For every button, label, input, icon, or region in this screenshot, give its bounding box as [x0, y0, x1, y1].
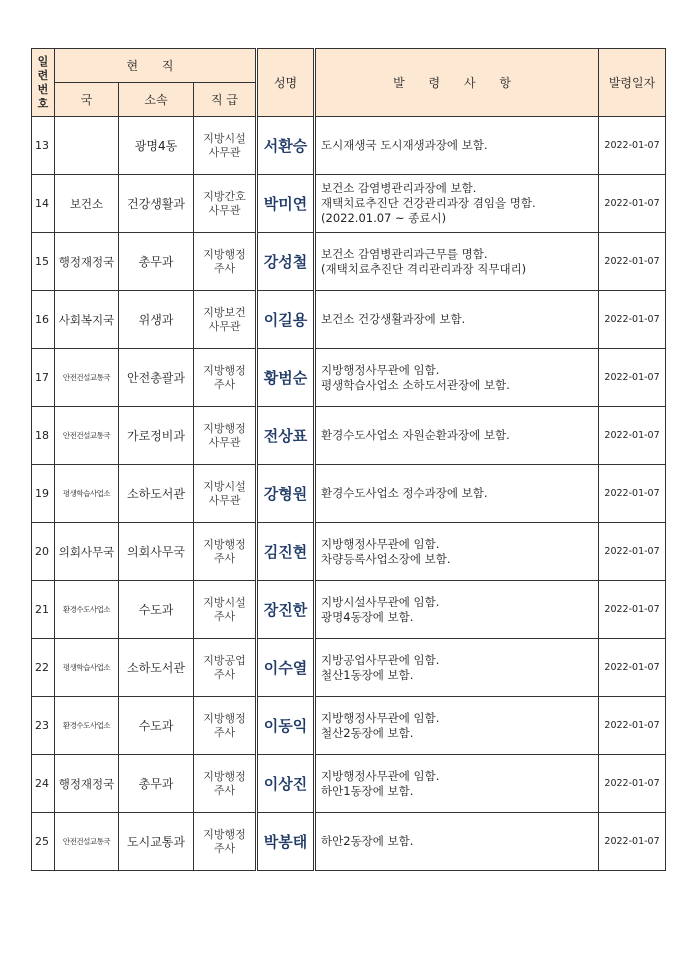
header-serial-number — [32, 49, 55, 117]
header-order-label: 발 령 사 항 — [393, 76, 521, 90]
row-bureau: 의회사무국 — [55, 523, 119, 581]
header-rank: 직 급 — [194, 83, 257, 117]
row-rank — [194, 755, 257, 813]
row-date: 2022-01-07 — [599, 755, 666, 813]
header-serial-char: 일 — [37, 54, 49, 68]
row-order — [315, 581, 599, 639]
row-bureau: 보건소 — [55, 175, 119, 233]
table-row — [32, 117, 666, 175]
row-serial-number: 13 — [32, 117, 55, 175]
row-date: 2022-01-07 — [599, 175, 666, 233]
row-rank — [194, 639, 257, 697]
row-bureau — [55, 117, 119, 175]
row-name: 이수열 — [257, 639, 315, 697]
row-order-line: 지방행정사무관에 임함. — [321, 536, 440, 551]
row-rank-line: 사무관 — [208, 435, 241, 449]
row-order-line: 환경수도사업소 자원순환과장에 보함. — [321, 428, 510, 442]
row-order-line: 보건소 건강생활과장에 보함. — [321, 312, 466, 326]
row-order-line: 보건소 감염병관리과근무를 명함. — [321, 246, 488, 261]
row-order-line: 광명4동장에 보함. — [321, 609, 414, 624]
row-rank-line: 지방행정 — [203, 363, 246, 377]
row-order-line: 평생학습사업소 소하도서관장에 보함. — [321, 377, 510, 392]
row-rank-line: 사무관 — [208, 203, 241, 217]
header-row-1 — [32, 49, 666, 83]
row-serial-number: 17 — [32, 349, 55, 407]
row-name: 박봉태 — [257, 813, 315, 871]
row-bureau: 안전건설교통국 — [55, 349, 119, 407]
row-serial-number: 15 — [32, 233, 55, 291]
row-department: 가로정비과 — [119, 407, 194, 465]
row-department: 총무과 — [119, 233, 194, 291]
row-serial-number: 19 — [32, 465, 55, 523]
row-serial-number: 22 — [32, 639, 55, 697]
table-row — [32, 581, 666, 639]
row-name: 강성철 — [257, 233, 315, 291]
row-bureau: 사회복지국 — [55, 291, 119, 349]
row-name: 장진한 — [257, 581, 315, 639]
header-current-position-label: 현 직 — [126, 59, 184, 73]
row-order-line: 지방행정사무관에 임함. — [321, 362, 440, 377]
row-rank — [194, 117, 257, 175]
row-department: 도시교통과 — [119, 813, 194, 871]
row-department: 총무과 — [119, 755, 194, 813]
row-date: 2022-01-07 — [599, 639, 666, 697]
row-rank — [194, 465, 257, 523]
table-row — [32, 755, 666, 813]
table-row — [32, 233, 666, 291]
row-order — [315, 813, 599, 871]
header-name: 성명 — [257, 49, 315, 117]
row-department: 수도과 — [119, 581, 194, 639]
row-order — [315, 755, 599, 813]
row-date: 2022-01-07 — [599, 465, 666, 523]
row-order-line: 환경수도사업소 정수과장에 보함. — [321, 486, 488, 500]
row-order — [315, 465, 599, 523]
row-bureau: 환경수도사업소 — [55, 697, 119, 755]
row-order — [315, 697, 599, 755]
row-order-line: 지방행정사무관에 임함. — [321, 768, 440, 783]
table-row — [32, 465, 666, 523]
row-date: 2022-01-07 — [599, 697, 666, 755]
table-row — [32, 697, 666, 755]
row-order-line: 철산2동장에 보함. — [321, 725, 414, 740]
row-order — [315, 117, 599, 175]
row-department: 건강생활과 — [119, 175, 194, 233]
row-department: 위생과 — [119, 291, 194, 349]
row-name: 이동익 — [257, 697, 315, 755]
row-bureau: 안전건설교통국 — [55, 813, 119, 871]
row-rank-line: 지방행정 — [203, 537, 246, 551]
row-order — [315, 175, 599, 233]
row-bureau: 평생학습사업소 — [55, 465, 119, 523]
row-order-line: (재택치료추진단 격리관리과장 직무대리) — [321, 261, 527, 276]
row-rank-line: 사무관 — [208, 319, 241, 333]
row-rank-line: 지방행정 — [203, 827, 246, 841]
table-row — [32, 813, 666, 871]
row-rank — [194, 813, 257, 871]
header-serial-char: 련 — [37, 68, 49, 82]
header-date: 발령일자 — [599, 49, 666, 117]
row-serial-number: 21 — [32, 581, 55, 639]
row-bureau: 행정재정국 — [55, 233, 119, 291]
row-name: 이상진 — [257, 755, 315, 813]
row-serial-number: 25 — [32, 813, 55, 871]
row-order-line: 지방공업사무관에 임함. — [321, 652, 440, 667]
row-department: 의회사무국 — [119, 523, 194, 581]
row-rank-line: 주사 — [213, 667, 236, 681]
row-order — [315, 523, 599, 581]
row-date: 2022-01-07 — [599, 117, 666, 175]
header-current-position — [55, 49, 257, 83]
row-rank — [194, 407, 257, 465]
row-order-line: (2022.01.07 ~ 종료시) — [321, 211, 447, 225]
row-order-line: 도시재생국 도시재생과장에 보함. — [321, 138, 488, 152]
table-row — [32, 407, 666, 465]
row-order — [315, 349, 599, 407]
row-rank-line: 사무관 — [208, 493, 241, 507]
row-serial-number: 14 — [32, 175, 55, 233]
row-rank-line: 사무관 — [208, 145, 241, 159]
row-date: 2022-01-07 — [599, 407, 666, 465]
row-department: 소하도서관 — [119, 639, 194, 697]
row-rank-line: 지방행정 — [203, 711, 246, 725]
row-order-line: 보건소 감염병관리과장에 보함. — [321, 181, 477, 195]
row-order-line: 지방행정사무관에 임함. — [321, 710, 440, 725]
row-date: 2022-01-07 — [599, 233, 666, 291]
row-rank-line: 주사 — [213, 551, 236, 565]
header-order — [315, 49, 599, 117]
row-bureau: 평생학습사업소 — [55, 639, 119, 697]
row-date: 2022-01-07 — [599, 581, 666, 639]
row-rank-line: 지방공업 — [203, 653, 246, 667]
row-department: 소하도서관 — [119, 465, 194, 523]
row-order-line: 재택치료추진단 건강관리과장 겸임을 명함. — [321, 196, 536, 210]
header-department: 소속 — [119, 83, 194, 117]
row-serial-number: 20 — [32, 523, 55, 581]
row-order — [315, 639, 599, 697]
row-rank-line: 지방간호 — [203, 189, 246, 203]
row-rank-line: 지방시설 — [203, 479, 246, 493]
row-name: 강형원 — [257, 465, 315, 523]
table-row — [32, 523, 666, 581]
row-serial-number: 16 — [32, 291, 55, 349]
row-rank — [194, 233, 257, 291]
row-rank-line: 지방시설 — [203, 595, 246, 609]
row-name: 이길용 — [257, 291, 315, 349]
row-rank-line: 주사 — [213, 609, 236, 623]
row-rank — [194, 291, 257, 349]
row-rank-line: 주사 — [213, 725, 236, 739]
row-order — [315, 407, 599, 465]
row-name: 황범순 — [257, 349, 315, 407]
row-rank — [194, 697, 257, 755]
row-rank-line: 지방보건 — [203, 305, 246, 319]
row-name: 박미연 — [257, 175, 315, 233]
row-department: 광명4동 — [119, 117, 194, 175]
row-name: 전상표 — [257, 407, 315, 465]
row-rank-line: 지방행정 — [203, 421, 246, 435]
row-rank — [194, 349, 257, 407]
header-serial-char: 번 — [37, 82, 49, 96]
row-rank-line: 지방행정 — [203, 769, 246, 783]
header-serial-char: 호 — [37, 96, 49, 110]
row-rank — [194, 581, 257, 639]
row-date: 2022-01-07 — [599, 523, 666, 581]
row-name: 김진현 — [257, 523, 315, 581]
row-date: 2022-01-07 — [599, 813, 666, 871]
row-serial-number: 24 — [32, 755, 55, 813]
row-order-line: 철산1동장에 보함. — [321, 667, 414, 682]
row-rank — [194, 523, 257, 581]
row-date: 2022-01-07 — [599, 291, 666, 349]
row-order — [315, 291, 599, 349]
row-order — [315, 233, 599, 291]
table-row — [32, 349, 666, 407]
row-rank-line: 주사 — [213, 377, 236, 391]
row-order-line: 차량등록사업소장에 보함. — [321, 551, 451, 566]
row-bureau: 행정재정국 — [55, 755, 119, 813]
row-rank-line: 주사 — [213, 261, 236, 275]
header-bureau: 국 — [55, 83, 119, 117]
row-serial-number: 23 — [32, 697, 55, 755]
row-rank-line: 지방시설 — [203, 131, 246, 145]
row-name: 서환승 — [257, 117, 315, 175]
personnel-order-table — [31, 48, 666, 871]
row-rank — [194, 175, 257, 233]
row-rank-line: 주사 — [213, 783, 236, 797]
row-department: 수도과 — [119, 697, 194, 755]
row-order-line: 하안2동장에 보함. — [321, 834, 414, 848]
table-row — [32, 639, 666, 697]
row-order-line: 하안1동장에 보함. — [321, 783, 414, 798]
row-rank-line: 지방행정 — [203, 247, 246, 261]
row-bureau: 환경수도사업소 — [55, 581, 119, 639]
table-row — [32, 291, 666, 349]
row-serial-number: 18 — [32, 407, 55, 465]
table-row — [32, 175, 666, 233]
row-department: 안전총괄과 — [119, 349, 194, 407]
table-body — [32, 117, 666, 871]
row-bureau: 안전건설교통국 — [55, 407, 119, 465]
row-date: 2022-01-07 — [599, 349, 666, 407]
row-rank-line: 주사 — [213, 841, 236, 855]
row-order-line: 지방시설사무관에 임함. — [321, 594, 440, 609]
